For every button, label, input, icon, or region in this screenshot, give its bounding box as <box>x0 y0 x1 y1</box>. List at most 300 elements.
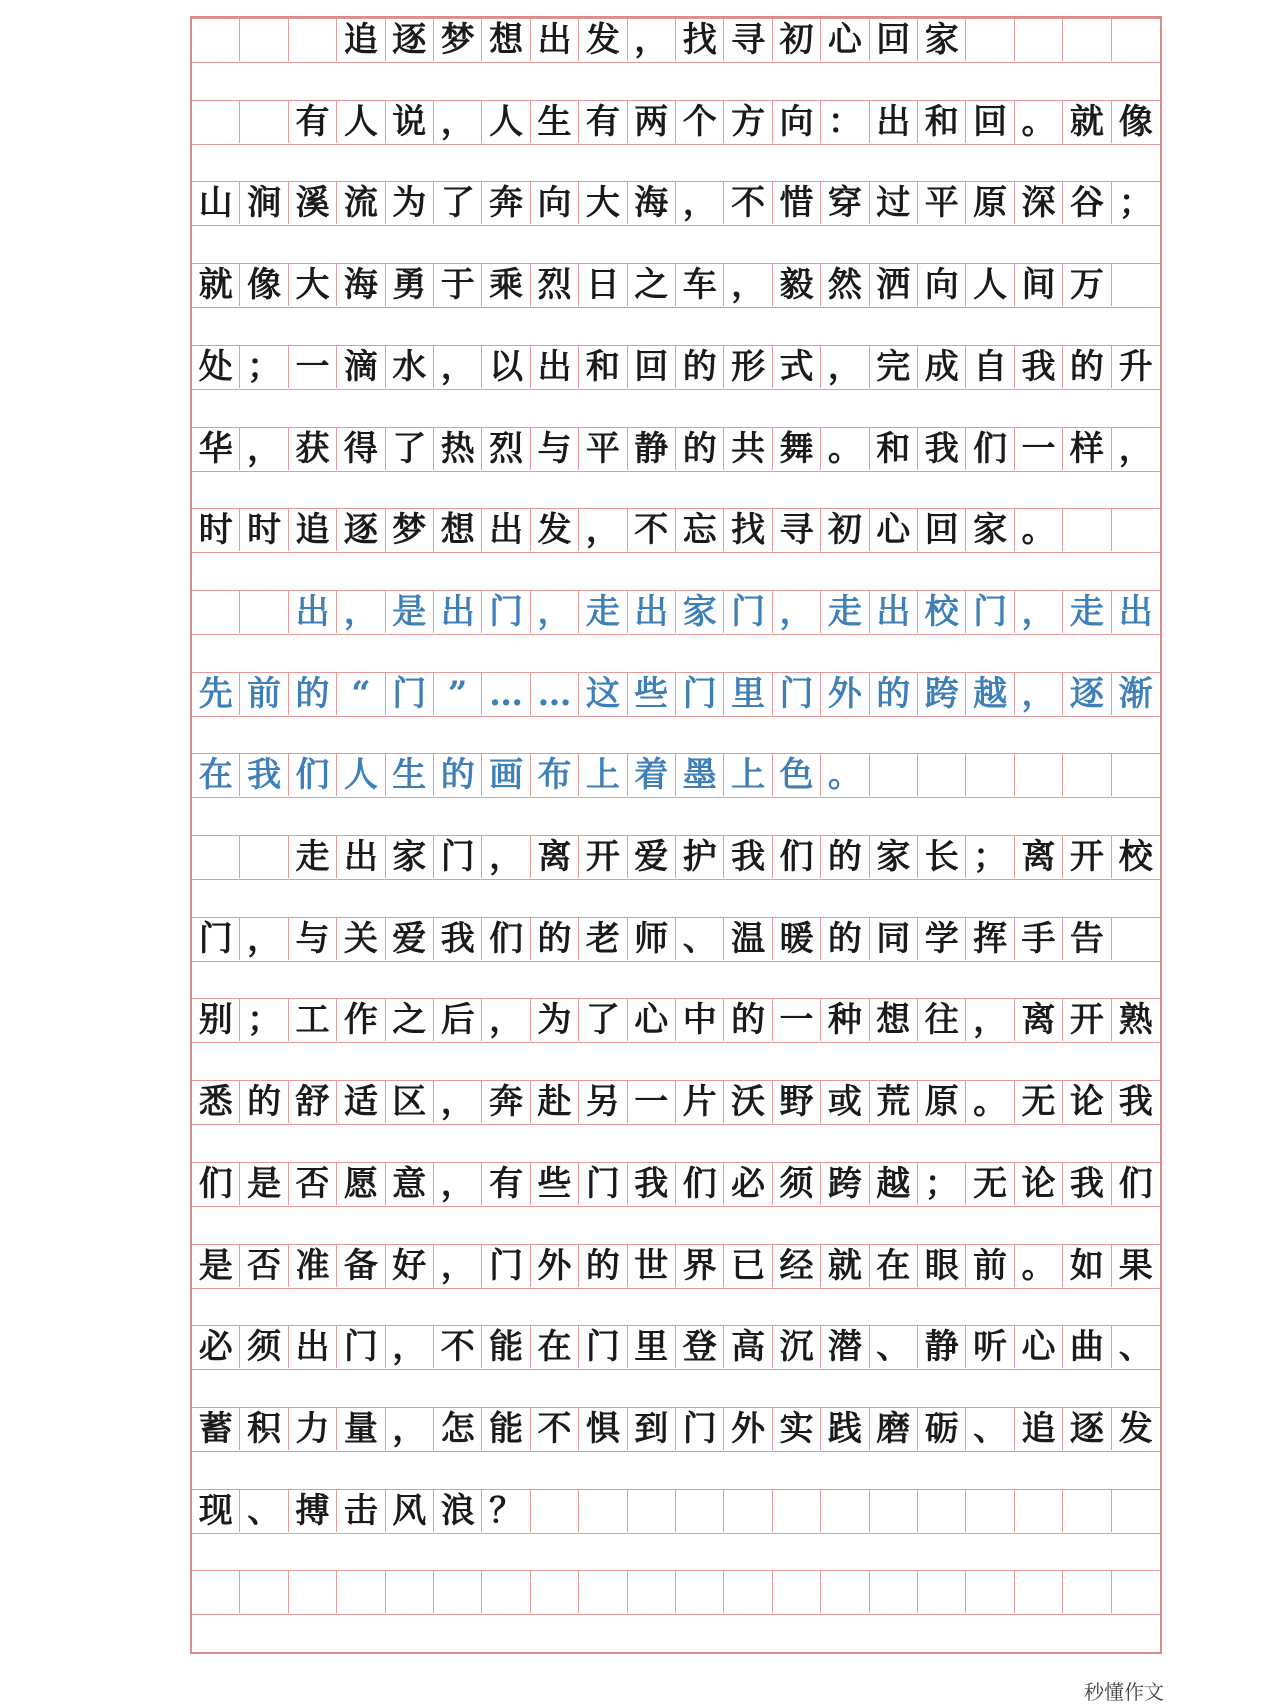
grid-cell <box>821 1490 869 1532</box>
grid-cell <box>1112 509 1160 551</box>
grid-cell: 得 <box>337 428 385 470</box>
grid-cell: 开 <box>1063 836 1111 878</box>
grid-cell: 否 <box>289 1163 337 1205</box>
grid-cell: 平 <box>918 182 966 224</box>
grid-cell: 穿 <box>821 182 869 224</box>
grid-cell <box>773 1490 821 1532</box>
grid-cell: 们 <box>966 428 1014 470</box>
grid-cell: 乘 <box>482 264 530 306</box>
grid-cell: 高 <box>724 1326 772 1368</box>
grid-cell: 于 <box>434 264 482 306</box>
grid-row <box>192 263 1160 308</box>
grid-cell: 心 <box>870 509 918 551</box>
grid-cell: 时 <box>192 509 240 551</box>
grid-cell: 是 <box>192 1245 240 1287</box>
grid-cell: 门 <box>676 1408 724 1450</box>
grid-cell: 开 <box>1063 999 1111 1041</box>
grid-cell: 中 <box>676 999 724 1041</box>
grid-cell: 眼 <box>918 1245 966 1287</box>
grid-cell: … <box>482 673 530 715</box>
grid-cell: 初 <box>773 19 821 61</box>
grid-cell: 外 <box>821 673 869 715</box>
grid-cell: 外 <box>531 1245 579 1287</box>
grid-row <box>192 998 1160 1043</box>
grid-cell: 前 <box>240 673 288 715</box>
grid-cell: 惜 <box>773 182 821 224</box>
grid-cell <box>1015 1490 1063 1532</box>
grid-cell: 惧 <box>579 1408 627 1450</box>
grid-cell: 力 <box>289 1408 337 1450</box>
grid-cell <box>1015 754 1063 796</box>
grid-cell <box>240 1571 288 1613</box>
grid-cell: 了 <box>434 182 482 224</box>
grid-cell: 出 <box>434 591 482 633</box>
grid-cell: 们 <box>482 918 530 960</box>
grid-cell: 门 <box>386 673 434 715</box>
grid-cell: 我 <box>1015 346 1063 388</box>
grid-cell: 一 <box>1015 428 1063 470</box>
grid-row <box>192 1162 1160 1207</box>
grid-cell: 向 <box>918 264 966 306</box>
grid-cell: 舞 <box>773 428 821 470</box>
grid-cell: 沉 <box>773 1326 821 1368</box>
grid-cell: 发 <box>1118 1408 1153 1449</box>
grid-cell: 如 <box>1063 1245 1111 1287</box>
grid-cell: 心 <box>628 999 676 1041</box>
grid-cell: 护 <box>676 836 724 878</box>
grid-cell: 处 <box>192 346 240 388</box>
grid-row <box>192 1080 1160 1125</box>
grid-row <box>192 1244 1160 1289</box>
grid-cell: 和 <box>579 346 627 388</box>
grid-cell <box>240 101 288 143</box>
grid-cell: 量 <box>337 1408 385 1450</box>
grid-cell <box>918 1490 966 1532</box>
grid-cell: 愿 <box>337 1163 385 1205</box>
grid-cell: 一 <box>773 999 821 1041</box>
grid-cell: ， <box>434 1245 482 1287</box>
grid-cell: … <box>531 673 579 715</box>
grid-cell <box>1063 1490 1111 1532</box>
grid-cell: 门 <box>579 1326 627 1368</box>
grid-cell: 作 <box>337 999 385 1041</box>
grid-cell: 出 <box>1118 591 1153 632</box>
grid-row <box>192 753 1160 798</box>
grid-cell: ， <box>628 19 676 61</box>
grid-cell: 越 <box>870 1163 918 1205</box>
grid-cell: ？ <box>482 1490 530 1532</box>
grid-cell: ， <box>482 999 530 1041</box>
grid-row <box>192 1325 1160 1370</box>
grid-cell: 就 <box>1063 101 1111 143</box>
grid-cell: 的 <box>676 346 724 388</box>
grid-cell: 舒 <box>289 1081 337 1123</box>
grid-cell: 出 <box>870 101 918 143</box>
grid-cell: 界 <box>676 1245 724 1287</box>
grid-cell: 里 <box>628 1326 676 1368</box>
grid-row <box>192 590 1160 635</box>
grid-cell: 备 <box>337 1245 385 1287</box>
grid-cell: 离 <box>1015 999 1063 1041</box>
grid-cell: 洒 <box>870 264 918 306</box>
grid-cell: 溪 <box>289 182 337 224</box>
grid-cell: 经 <box>773 1245 821 1287</box>
grid-cell <box>482 1571 530 1613</box>
grid-cell: 为 <box>386 182 434 224</box>
grid-cell: 静 <box>628 428 676 470</box>
grid-cell <box>773 1571 821 1613</box>
grid-cell: ： <box>821 101 869 143</box>
manuscript-grid-paper <box>190 16 1162 1654</box>
grid-cell: 的 <box>240 1081 288 1123</box>
grid-cell: ， <box>240 918 288 960</box>
grid-row <box>192 1489 1160 1534</box>
grid-cell: 的 <box>821 836 869 878</box>
grid-cell <box>724 1571 772 1613</box>
grid-cell: 海 <box>628 182 676 224</box>
grid-cell: 、 <box>870 1326 918 1368</box>
grid-cell: 在 <box>531 1326 579 1368</box>
grid-cell: ， <box>1015 673 1063 715</box>
grid-cell: 奔 <box>482 182 530 224</box>
grid-cell: 与 <box>531 428 579 470</box>
grid-cell: 磨 <box>870 1408 918 1450</box>
watermark: 秒懂作文 <box>1084 1680 1164 1704</box>
grid-cell: 我 <box>1118 1082 1153 1123</box>
grid-cell: ， <box>1118 428 1153 469</box>
grid-cell: 和 <box>870 428 918 470</box>
grid-cell: 毅 <box>773 264 821 306</box>
grid-cell: 为 <box>531 999 579 1041</box>
grid-cell <box>192 836 240 878</box>
grid-cell: 就 <box>192 264 240 306</box>
grid-cell: 追 <box>289 509 337 551</box>
grid-cell: ； <box>1118 183 1153 224</box>
grid-cell: 蓄 <box>192 1408 240 1450</box>
grid-row <box>192 672 1160 717</box>
grid-cell: 校 <box>1118 837 1153 877</box>
grid-cell: 我 <box>1063 1163 1111 1205</box>
grid-cell <box>870 754 918 796</box>
grid-cell: 个 <box>676 101 724 143</box>
grid-cell: 以 <box>482 346 530 388</box>
grid-cell <box>724 1490 772 1532</box>
grid-cell: 们 <box>773 836 821 878</box>
grid-cell <box>966 754 1014 796</box>
grid-cell: 人 <box>337 101 385 143</box>
grid-cell: 温 <box>724 918 772 960</box>
grid-cell: 原 <box>918 1081 966 1123</box>
grid-cell: 着 <box>628 754 676 796</box>
grid-cell: 曲 <box>1063 1326 1111 1368</box>
grid-cell: 的 <box>289 673 337 715</box>
grid-cell: 车 <box>676 264 724 306</box>
grid-cell: 出 <box>482 509 530 551</box>
grid-cell: 大 <box>579 182 627 224</box>
grid-cell: 有 <box>579 101 627 143</box>
grid-cell: 的 <box>434 754 482 796</box>
grid-cell <box>386 1571 434 1613</box>
grid-cell: 爱 <box>628 836 676 878</box>
grid-cell: 涧 <box>240 182 288 224</box>
grid-cell: 暖 <box>773 918 821 960</box>
grid-cell: 须 <box>773 1163 821 1205</box>
grid-row <box>192 1570 1160 1615</box>
grid-cell: 同 <box>870 918 918 960</box>
grid-cell: 的 <box>724 999 772 1041</box>
grid-cell: 走 <box>1063 591 1111 633</box>
grid-cell: 里 <box>724 673 772 715</box>
grid-cell: 果 <box>1118 1245 1153 1286</box>
grid-cell <box>1015 19 1063 61</box>
grid-cell: 不 <box>724 182 772 224</box>
grid-cell: 门 <box>676 673 724 715</box>
grid-cell: 我 <box>628 1163 676 1205</box>
grid-cell: 家 <box>870 836 918 878</box>
grid-cell: 色 <box>773 754 821 796</box>
grid-cell: 登 <box>676 1326 724 1368</box>
grid-cell <box>192 19 240 61</box>
grid-cell: 适 <box>337 1081 385 1123</box>
grid-cell: 向 <box>773 101 821 143</box>
grid-cell: 准 <box>289 1245 337 1287</box>
grid-cell: 家 <box>676 591 724 633</box>
grid-cell: 挥 <box>966 918 1014 960</box>
grid-cell <box>628 1490 676 1532</box>
grid-cell: 意 <box>386 1163 434 1205</box>
grid-cell: 滴 <box>337 346 385 388</box>
grid-cell: 深 <box>1015 182 1063 224</box>
grid-cell: ， <box>337 591 385 633</box>
grid-cell <box>192 591 240 633</box>
grid-cell: 家 <box>966 509 1014 551</box>
grid-cell: 有 <box>289 101 337 143</box>
grid-cell: 心 <box>1015 1326 1063 1368</box>
grid-cell: 家 <box>918 19 966 61</box>
grid-cell: 门 <box>337 1326 385 1368</box>
grid-cell <box>289 19 337 61</box>
grid-cell: 工 <box>289 999 337 1041</box>
grid-cell: 走 <box>289 836 337 878</box>
grid-cell: ， <box>434 1163 482 1205</box>
grid-cell: 之 <box>628 264 676 306</box>
grid-row <box>192 427 1160 472</box>
grid-cell: 践 <box>821 1408 869 1450</box>
grid-cell <box>1112 264 1160 306</box>
grid-cell: 和 <box>918 101 966 143</box>
grid-cell: 烈 <box>531 264 579 306</box>
grid-cell: 不 <box>628 509 676 551</box>
grid-cell: 谷 <box>1063 182 1111 224</box>
grid-cell: 走 <box>579 591 627 633</box>
grid-cell: 了 <box>579 999 627 1041</box>
grid-cell: 必 <box>724 1163 772 1205</box>
grid-cell <box>434 1571 482 1613</box>
grid-cell <box>1063 509 1111 551</box>
grid-cell: 门 <box>482 1245 530 1287</box>
grid-cell: 梦 <box>386 509 434 551</box>
grid-cell <box>966 19 1014 61</box>
grid-cell <box>1112 19 1160 61</box>
grid-cell: 热 <box>434 428 482 470</box>
grid-cell: 无 <box>1015 1081 1063 1123</box>
grid-cell: 往 <box>918 999 966 1041</box>
grid-cell: 是 <box>386 591 434 633</box>
grid-cell: 外 <box>724 1408 772 1450</box>
grid-cell: 两 <box>628 101 676 143</box>
grid-cell: 生 <box>386 754 434 796</box>
grid-cell <box>240 19 288 61</box>
grid-cell: 共 <box>724 428 772 470</box>
grid-cell: 门 <box>434 836 482 878</box>
grid-cell <box>192 101 240 143</box>
grid-cell: 砺 <box>918 1408 966 1450</box>
grid-cell: 找 <box>724 509 772 551</box>
grid-cell: 是 <box>240 1163 288 1205</box>
grid-cell: 逐 <box>1063 673 1111 715</box>
grid-cell <box>289 1571 337 1613</box>
grid-cell: 上 <box>724 754 772 796</box>
grid-row <box>192 835 1160 880</box>
grid-row <box>192 1407 1160 1452</box>
grid-cell: 学 <box>918 918 966 960</box>
grid-cell: 论 <box>1015 1163 1063 1205</box>
grid-cell <box>1063 19 1111 61</box>
grid-cell <box>966 1490 1014 1532</box>
grid-cell: 家 <box>386 836 434 878</box>
grid-cell: 出 <box>337 836 385 878</box>
grid-cell: 门 <box>773 673 821 715</box>
grid-cell <box>1015 1571 1063 1613</box>
grid-row <box>192 508 1160 553</box>
grid-cell: 。 <box>1015 101 1063 143</box>
grid-cell: 样 <box>1063 428 1111 470</box>
grid-cell: ； <box>240 999 288 1041</box>
grid-cell: 逐 <box>386 19 434 61</box>
grid-cell <box>337 1571 385 1613</box>
grid-cell: ， <box>579 509 627 551</box>
grid-cell: 能 <box>482 1408 530 1450</box>
grid-cell: 我 <box>918 428 966 470</box>
grid-cell: 升 <box>1118 346 1153 387</box>
grid-cell: 熟 <box>1118 1000 1153 1041</box>
grid-cell: 就 <box>821 1245 869 1287</box>
grid-cell: 像 <box>240 264 288 306</box>
grid-cell: 海 <box>337 264 385 306</box>
grid-cell: 像 <box>1118 101 1153 142</box>
grid-cell: 了 <box>386 428 434 470</box>
grid-cell: 回 <box>966 101 1014 143</box>
grid-cell: 说 <box>386 101 434 143</box>
grid-cell <box>531 1490 579 1532</box>
grid-cell: “ <box>337 673 385 715</box>
grid-cell: 出 <box>628 591 676 633</box>
grid-cell: 别 <box>192 999 240 1041</box>
grid-cell <box>1063 754 1111 796</box>
grid-row <box>192 181 1160 226</box>
grid-cell: 能 <box>482 1326 530 1368</box>
grid-cell: 想 <box>434 509 482 551</box>
grid-cell: 烈 <box>482 428 530 470</box>
grid-cell: 的 <box>579 1245 627 1287</box>
grid-cell: 区 <box>386 1081 434 1123</box>
grid-cell: 这 <box>579 673 627 715</box>
grid-cell: 长 <box>918 836 966 878</box>
grid-cell: 。 <box>821 754 869 796</box>
grid-cell: 原 <box>966 182 1014 224</box>
grid-cell: 出 <box>531 346 579 388</box>
grid-cell: 听 <box>966 1326 1014 1368</box>
grid-cell <box>676 1571 724 1613</box>
grid-cell: 师 <box>628 918 676 960</box>
grid-cell: ， <box>386 1326 434 1368</box>
grid-cell: 已 <box>724 1245 772 1287</box>
grid-cell: 校 <box>918 591 966 633</box>
grid-cell: ， <box>434 101 482 143</box>
grid-cell: 到 <box>628 1408 676 1450</box>
grid-cell: 或 <box>821 1081 869 1123</box>
grid-cell: 发 <box>579 19 627 61</box>
grid-cell: ， <box>821 346 869 388</box>
grid-cell: 回 <box>918 509 966 551</box>
grid-cell: 我 <box>724 836 772 878</box>
grid-cell: 在 <box>192 754 240 796</box>
grid-cell: 忘 <box>676 509 724 551</box>
grid-cell: 勇 <box>386 264 434 306</box>
grid-cell: 跨 <box>918 673 966 715</box>
grid-cell <box>240 591 288 633</box>
grid-cell: 完 <box>870 346 918 388</box>
grid-cell: 告 <box>1063 918 1111 960</box>
grid-cell: 风 <box>386 1490 434 1532</box>
grid-cell: 画 <box>482 754 530 796</box>
grid-cell: 想 <box>870 999 918 1041</box>
grid-cell: ， <box>434 1081 482 1123</box>
grid-cell: 我 <box>240 754 288 796</box>
grid-cell: 积 <box>240 1408 288 1450</box>
grid-cell: 间 <box>1015 264 1063 306</box>
grid-cell: 回 <box>870 19 918 61</box>
grid-cell: 人 <box>966 264 1014 306</box>
grid-cell: 离 <box>1015 836 1063 878</box>
grid-cell: 门 <box>192 918 240 960</box>
grid-cell: 好 <box>386 1245 434 1287</box>
grid-cell: 华 <box>192 428 240 470</box>
grid-cell: 想 <box>482 19 530 61</box>
grid-cell: 门 <box>579 1163 627 1205</box>
grid-cell: 向 <box>531 182 579 224</box>
grid-cell: 回 <box>628 346 676 388</box>
grid-cell: ； <box>966 836 1014 878</box>
grid-cell: 赴 <box>531 1081 579 1123</box>
grid-cell: 些 <box>628 673 676 715</box>
grid-cell: 出 <box>289 1326 337 1368</box>
grid-cell <box>579 1571 627 1613</box>
grid-cell: 必 <box>192 1326 240 1368</box>
grid-cell: 逐 <box>1063 1408 1111 1450</box>
grid-cell: 寻 <box>773 509 821 551</box>
grid-cell: 爱 <box>386 918 434 960</box>
grid-cell: 跨 <box>821 1163 869 1205</box>
grid-cell: 追 <box>1015 1408 1063 1450</box>
grid-cell: ” <box>434 673 482 715</box>
grid-cell: 开 <box>579 836 627 878</box>
grid-cell: 人 <box>482 101 530 143</box>
grid-cell: 搏 <box>289 1490 337 1532</box>
grid-cell: 关 <box>337 918 385 960</box>
grid-cell <box>1063 1571 1111 1613</box>
grid-cell: 一 <box>289 346 337 388</box>
